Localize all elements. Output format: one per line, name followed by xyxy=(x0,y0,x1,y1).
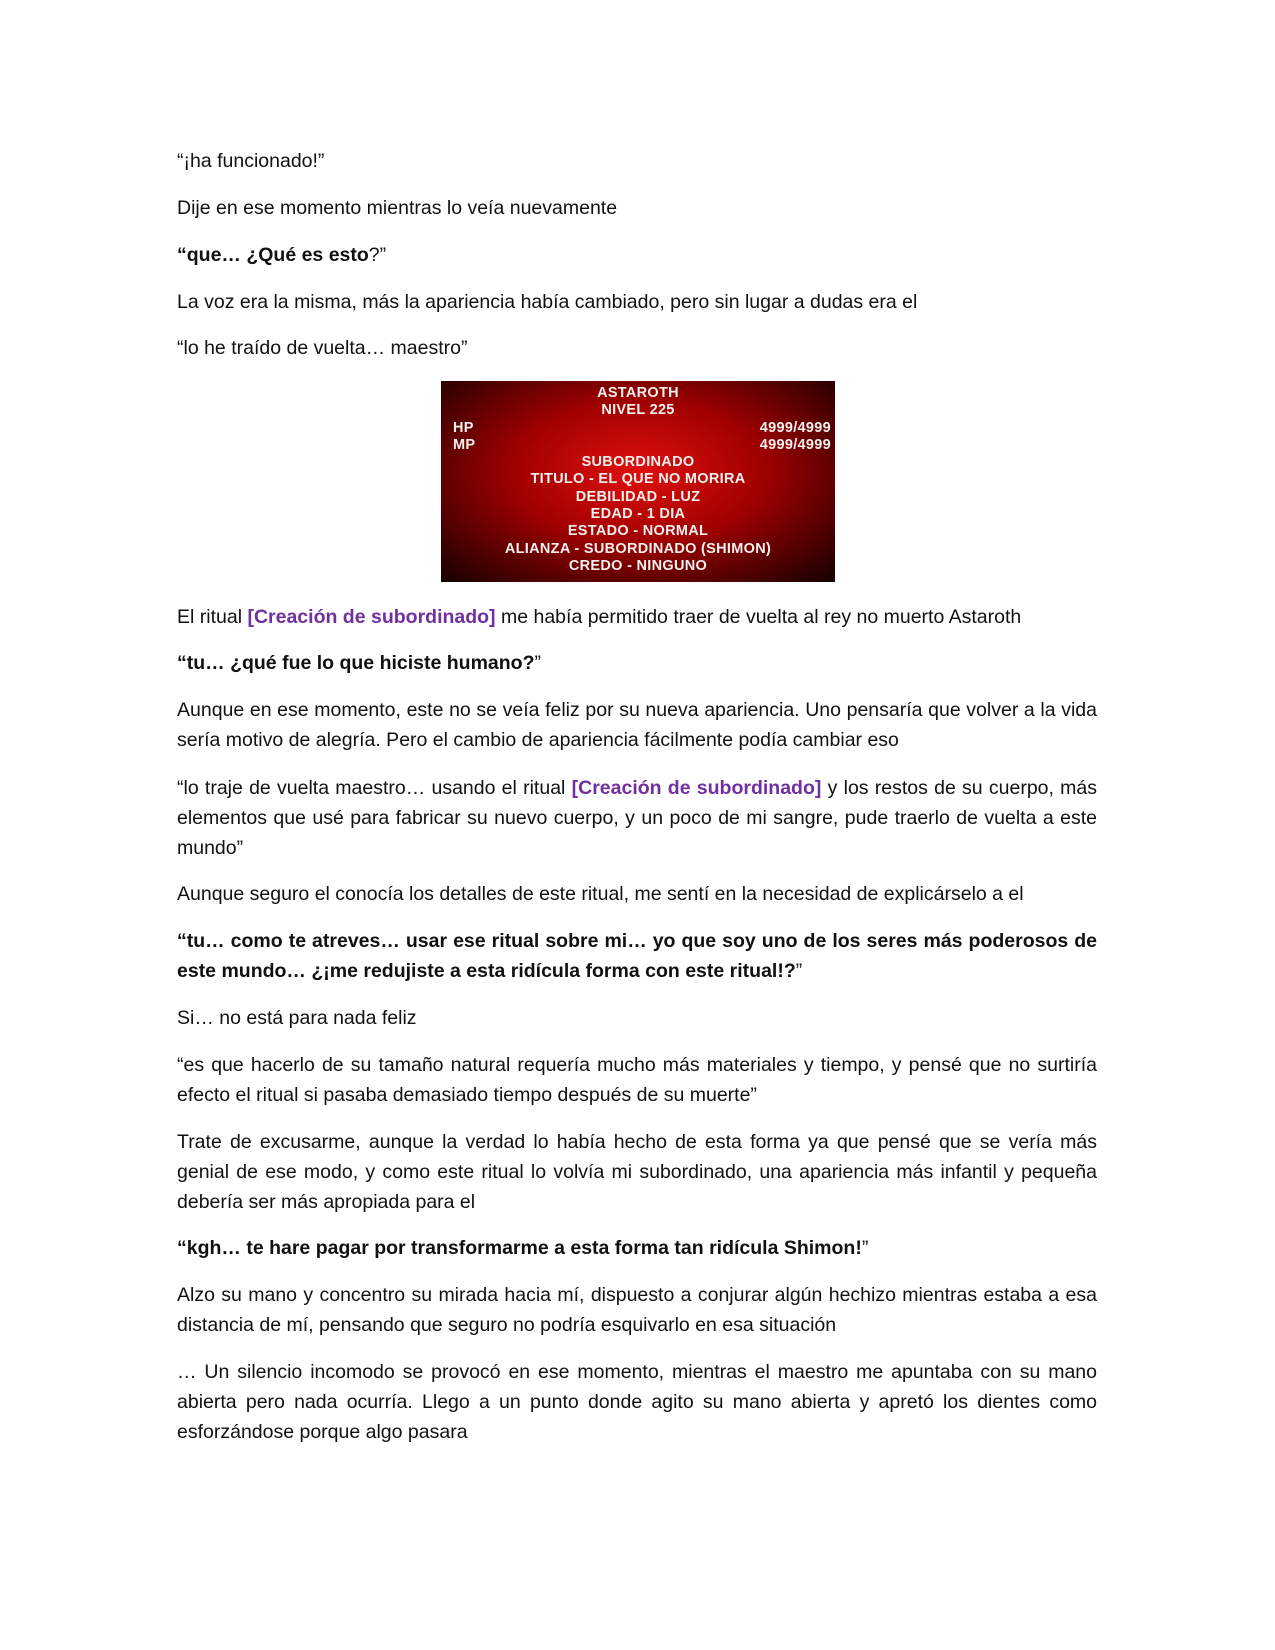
paragraph xyxy=(177,287,1097,317)
text-run: ” xyxy=(861,1237,869,1259)
dialogue-bold-text: “tu… como te atreves… usar ese ritual sobre mi… yo que soy uno de los seres más poderosos de este mundo… ¿¡me redujiste a esta ridícula forma con este ritual!? xyxy=(177,930,1097,982)
dialogue-bold-text: “que… ¿Qué es esto xyxy=(177,244,369,266)
paragraph xyxy=(177,1127,1097,1217)
ritual-name-highlight: [Creación de subordinado] xyxy=(247,606,496,628)
paragraph xyxy=(177,1357,1097,1447)
paragraph xyxy=(177,1233,1097,1263)
text-run: “es que hacerlo de su tamaño natural requería mucho más materiales y tiempo, y pensé que no surtiría efecto el ritual si pasaba demasiado tiempo después de su muerte” xyxy=(177,1054,1097,1106)
mp-value: 4999/4999 xyxy=(759,436,831,453)
hp-label: HP xyxy=(453,419,474,436)
text-run: El ritual xyxy=(177,606,248,628)
text-run: Aunque seguro el conocía los detalles de este ritual, me sentí en la necesidad de explicárselo a el xyxy=(177,883,1024,905)
status-line: ESTADO - NORMAL xyxy=(567,523,709,540)
text-run: Si… no está para nada feliz xyxy=(177,1007,417,1029)
status-hp-row xyxy=(441,420,835,437)
paragraph xyxy=(177,1003,1097,1033)
status-line: ALIANZA - SUBORDINADO (SHIMON) xyxy=(504,540,772,557)
text-run: Alzo su mano y concentro su mirada hacia mí, dispuesto a conjurar algún hechizo mientras estaba a esa distancia de mí, pensando que seguro no podría esquivarlo en esa situación xyxy=(177,1284,1097,1336)
text-run: ” xyxy=(534,652,542,674)
paragraph xyxy=(177,926,1097,986)
mp-label: MP xyxy=(453,436,476,453)
paragraph xyxy=(177,1280,1097,1340)
text-run: Dije en ese momento mientras lo veía nuevamente xyxy=(177,197,618,219)
paragraph xyxy=(177,879,1097,909)
status-name: ASTAROTH xyxy=(597,385,679,401)
text-run: La voz era la misma, más la apariencia había cambiado, pero sin lugar a dudas era el xyxy=(177,291,918,313)
paragraph xyxy=(177,602,1097,632)
status-mp-row xyxy=(441,437,835,454)
paragraph xyxy=(177,240,1097,270)
status-window-image xyxy=(441,381,835,582)
status-line: TITULO - EL QUE NO MORIRA xyxy=(530,471,746,488)
text-run: Trate de excusarme, aunque la verdad lo había hecho de esta forma ya que pensé que se vería más genial de ese modo, y como este ritual lo volvía mi subordinado, una apariencia más infantil y pequeña debería ser más apropiada para el xyxy=(177,1131,1097,1213)
dialogue-bold-text: “tu… ¿qué fue lo que hiciste humano? xyxy=(177,652,535,674)
status-line: SUBORDINADO xyxy=(581,454,695,471)
status-line: DEBILIDAD - LUZ xyxy=(575,488,701,505)
status-line: EDAD - 1 DIA xyxy=(590,506,686,523)
ritual-name-highlight: [Creación de subordinado] xyxy=(571,777,822,799)
text-run: “lo traje de vuelta maestro… usando el ritual xyxy=(177,777,572,799)
text-run: ?” xyxy=(368,244,387,266)
paragraph xyxy=(177,333,1097,363)
paragraph xyxy=(177,193,1097,223)
text-run: me había permitido traer de vuelta al rey no muerto Astaroth xyxy=(495,606,1022,628)
text-run: “¡ha funcionado!” xyxy=(177,150,325,172)
text-run: … Un silencio incomodo se provocó en ese momento, mientras el maestro me apuntaba con su mano abierta pero nada ocurría. Llego a un punto donde agito su mano abierta y apretó los dientes como esforzándose porque algo pasara xyxy=(177,1361,1097,1443)
paragraph xyxy=(177,773,1097,863)
paragraph xyxy=(177,1050,1097,1110)
text-run: Aunque en ese momento, este no se veía feliz por su nueva apariencia. Uno pensaría que volver a la vida sería motivo de alegría. Pero el cambio de apariencia fácilmente podía cambiar eso xyxy=(177,699,1097,751)
text-run: ” xyxy=(795,960,803,982)
dialogue-bold-text: “kgh… te hare pagar por transformarme a esta forma tan ridícula Shimon! xyxy=(177,1237,862,1259)
paragraph xyxy=(177,146,1097,176)
paragraph xyxy=(177,648,1097,678)
paragraph xyxy=(177,695,1097,755)
hp-value: 4999/4999 xyxy=(759,419,831,436)
text-run: “lo he traído de vuelta… maestro” xyxy=(177,337,468,359)
status-level: NIVEL 225 xyxy=(601,402,675,419)
status-line: CREDO - NINGUNO xyxy=(568,557,708,574)
text-run: y los restos de su cuerpo, más elementos que usé para fabricar su nuevo cuerpo, y un poco de mi sangre, pude traerlo de vuelta a este mundo” xyxy=(177,777,1098,859)
